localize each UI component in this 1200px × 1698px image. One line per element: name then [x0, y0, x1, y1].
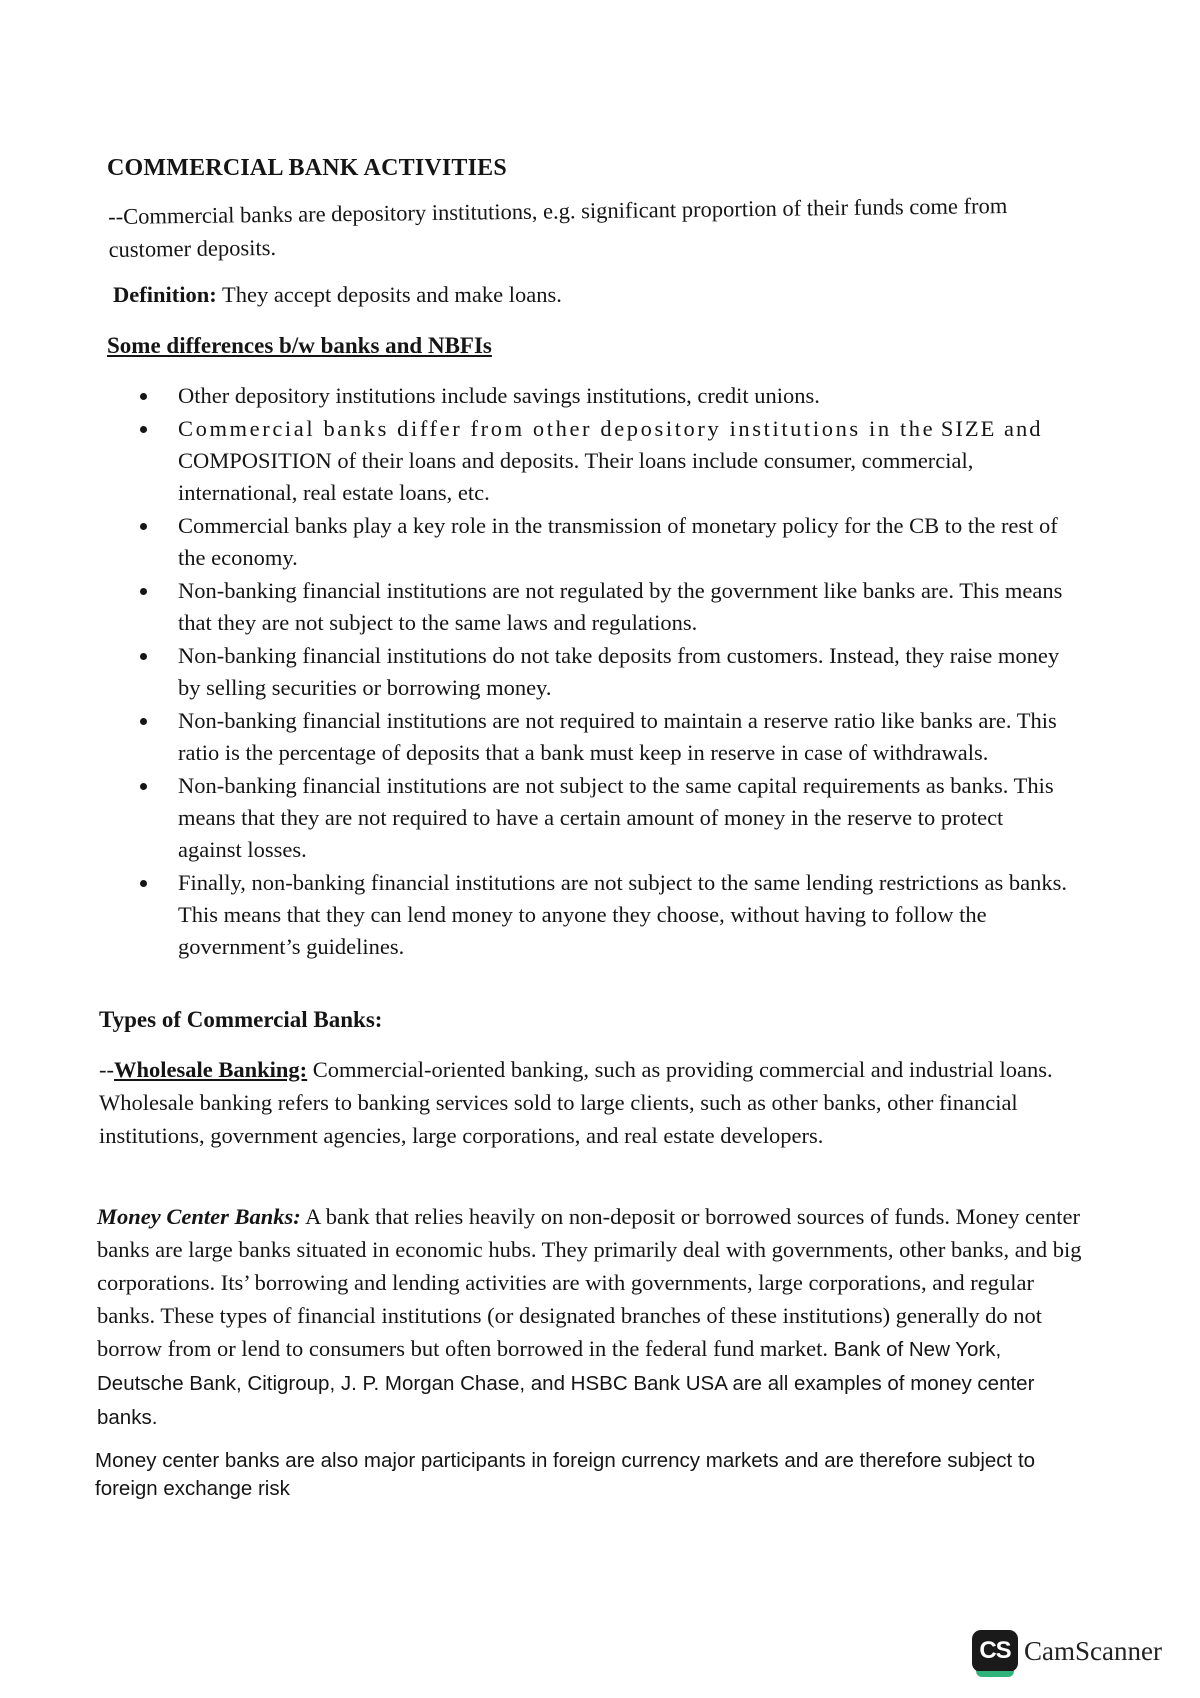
money-center-examples: Bank of New York, Deutsche Bank, Citigroup, J. P. Morgan Chase, and HSBC Bank USA are all examples of money center banks. — [97, 1338, 1035, 1429]
camscanner-logo-icon — [972, 1630, 1018, 1672]
list-item-text: Non-banking financial institutions are not subject to the same capital requirements as banks. This means that they are not required to have a certain amount of money in the reserve to protect against losses. — [178, 773, 1054, 862]
camscanner-logo-accent — [976, 1671, 1014, 1677]
definition-label: Definition: — [113, 282, 217, 307]
bullet-icon — [140, 718, 147, 725]
money-center-label: Money Center Banks: — [97, 1204, 301, 1229]
definition-line — [113, 282, 562, 308]
money-center-paragraph — [97, 1200, 1087, 1434]
wholesale-paragraph — [99, 1053, 1079, 1152]
list-item-text: Non-banking financial institutions are not required to maintain a reserve ratio like banks are. This ratio is the percentage of deposits that a bank must keep in reserve in case of withdrawals. — [178, 708, 1057, 765]
list-item — [132, 380, 1072, 412]
list-item — [132, 705, 1072, 769]
bullet-icon — [140, 426, 147, 433]
list-item — [132, 640, 1072, 704]
money-center-paragraph-2: Money center banks are also major participants in foreign currency markets and are therefore subject to foreign exchange risk — [95, 1449, 1036, 1500]
list-item — [132, 770, 1072, 866]
wholesale-label: Wholesale Banking: — [114, 1057, 308, 1082]
camscanner-watermark: CamScanner — [1024, 1636, 1162, 1666]
definition-text: They accept deposits and make loans. — [216, 282, 562, 307]
list-item-text-spaced2: SIZE and — [940, 416, 1043, 441]
bullet-icon — [140, 783, 147, 790]
wholesale-prefix: -- — [99, 1057, 114, 1082]
camscanner-logo-text: CS — [979, 1637, 1011, 1664]
differences-heading: Some differences b/w banks and NBFIs — [107, 333, 492, 358]
list-item-text: Other depository institutions include savings institutions, credit unions. — [178, 383, 820, 408]
page-title: COMMERCIAL BANK ACTIVITIES — [107, 155, 507, 181]
list-item — [132, 575, 1072, 639]
bullet-icon — [140, 880, 147, 887]
bullet-icon — [140, 653, 147, 660]
list-item-text-spaced: Commercial banks differ from other depository institutions in the — [178, 416, 936, 441]
wholesale-text: Commercial-oriented banking, such as providing commercial and industrial loans. Wholesale banking refers to banking services sold to large clients, such as other banks, other financial institutions, government agencies, large corporations, and real estate developers. — [99, 1057, 1053, 1148]
list-item-text: Commercial banks play a key role in the transmission of monetary policy for the CB to the rest of the economy. — [178, 513, 1058, 570]
bullet-icon — [140, 523, 147, 530]
list-item-text: Non-banking financial institutions do not take deposits from customers. Instead, they raise money by selling securities or borrowing money. — [178, 643, 1060, 700]
list-item — [132, 413, 1072, 509]
bullet-icon — [140, 588, 147, 595]
intro-paragraph: --Commercial banks are depository institutions, e.g. significant proportion of their funds come from customer deposits. — [108, 193, 1008, 262]
differences-list — [132, 380, 1072, 964]
list-item-text: COMPOSITION of their loans and deposits. Their loans include consumer, commercial, international, real estate loans, etc. — [178, 448, 974, 505]
list-item-text: Non-banking financial institutions are not regulated by the government like banks are. This means that they are not subject to the same laws and regulations. — [178, 578, 1063, 635]
list-item-text: Finally, non-banking financial institutions are not subject to the same lending restrictions as banks. This means that they can lend money to anyone they choose, without having to follow the government’s guidelines. — [178, 870, 1067, 959]
list-item — [132, 867, 1072, 963]
money-center-text: A bank that relies heavily on non-deposit or borrowed sources of funds. Money center banks are large banks situated in economic hubs. They primarily deal with governments, other banks, and big corporations. Its’ borrowing and lending activities are with governments, large corporations, and regular banks. These types of financial institutions (or designated branches of these institutions) generally do not borrow from or lend to consumers but often borrowed in the federal fund market. — [97, 1204, 1082, 1361]
list-item — [132, 510, 1072, 574]
types-heading: Types of Commercial Banks: — [99, 1007, 383, 1032]
bullet-icon — [140, 393, 147, 400]
